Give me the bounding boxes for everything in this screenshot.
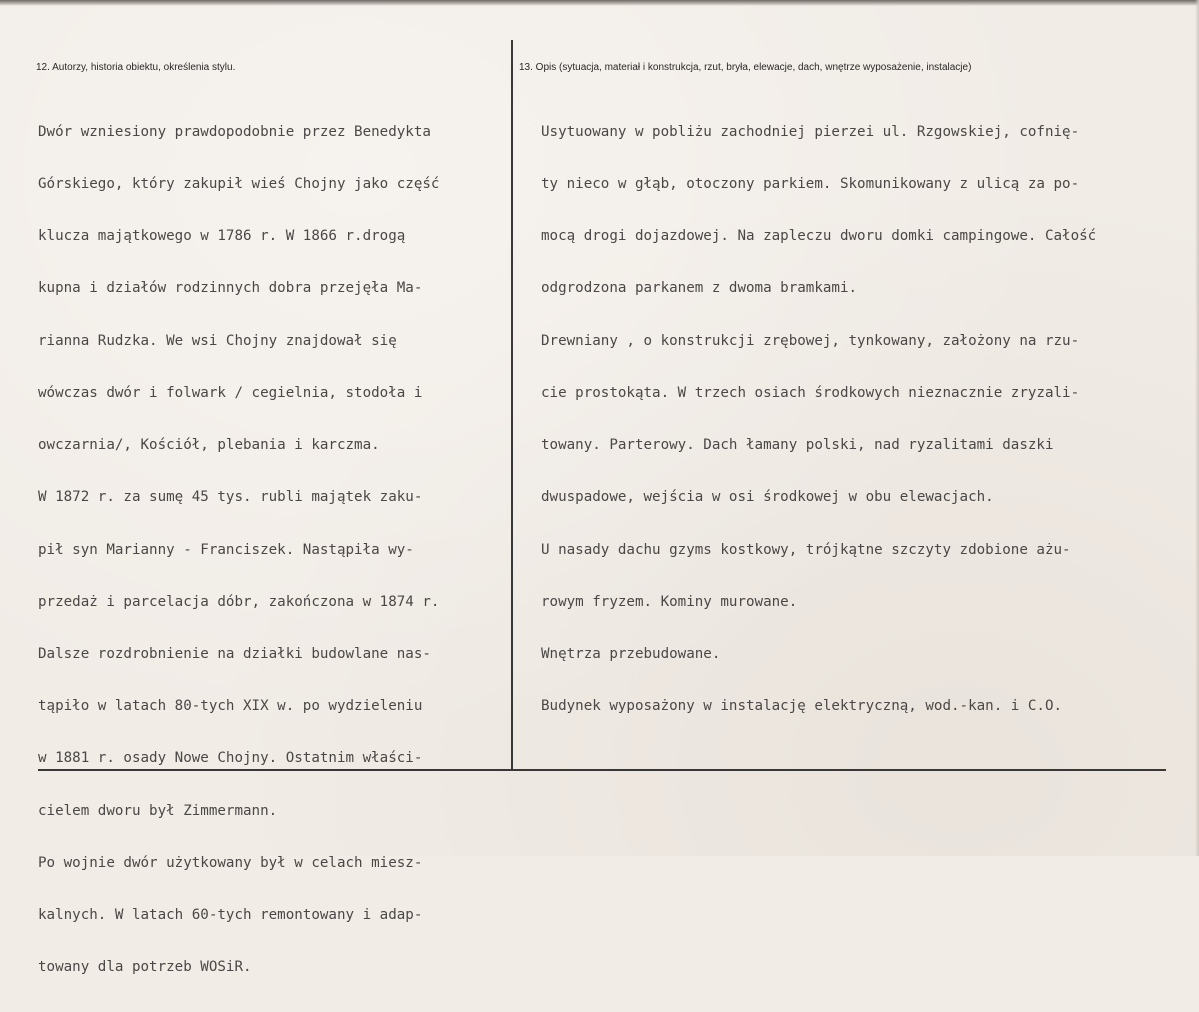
- text-line: cielem dworu był Zimmermann.: [38, 802, 278, 819]
- text-line: Usytuowany w pobliżu zachodniej pierzei ul. Rzgowskiej, cofnię-: [541, 123, 1080, 140]
- page-right-edge: [1195, 0, 1199, 856]
- text-line: towany dla potrzeb WOSiR.: [38, 959, 252, 976]
- text-line: kupna i działów rodzinnych dobra przejęła Ma-: [38, 280, 423, 297]
- text-line: wówczas dwór i folwark / cegielnia, stodoła i: [38, 384, 423, 401]
- text-line: owczarnia/, Kościół, plebania i karczma.: [38, 437, 380, 454]
- text-line: rowym fryzem. Kominy murowane.: [541, 593, 798, 610]
- text-line: Dalsze rozdrobnienie na działki budowlane nas-: [38, 646, 431, 662]
- section-13-body: [541, 89, 1096, 750]
- column-divider: [511, 40, 513, 770]
- text-line: rianna Rudzka. We wsi Chojny znajdował się: [38, 332, 397, 349]
- text-line: w 1881 r. osady Nowe Chojny. Ostatnim właści-: [38, 750, 423, 767]
- text-line: Wnętrza przebudowane.: [541, 646, 721, 662]
- text-line: odgrodzona parkanem z dwoma bramkami.: [541, 280, 858, 297]
- text-line: Dwór wzniesiony prawdopodobnie przez Benedykta: [38, 123, 431, 140]
- section-12-header: 12. Autorzy, historia obiektu, określenia stylu.: [36, 62, 236, 73]
- text-line: U nasady dachu gzyms kostkowy, trójkątne szczyty zdobione ażu-: [541, 541, 1071, 558]
- text-line: Drewniany , o konstrukcji zrębowej, tynkowany, założony na rzu-: [541, 332, 1080, 349]
- text-line: klucza majątkowego w 1786 r. W 1866 r.drogą: [38, 228, 406, 245]
- text-line: pił syn Marianny - Franciszek. Nastąpiła wy-: [38, 541, 414, 558]
- text-line: W 1872 r. za sumę 45 tys. rubli majątek zaku-: [38, 489, 423, 506]
- text-line: mocą drogi dojazdowej. Na zapleczu dworu domki campingowe. Całość: [541, 228, 1097, 245]
- text-line: dwuspadowe, wejścia w osi środkowej w obu elewacjach.: [541, 489, 994, 506]
- text-line: Po wojnie dwór użytkowany był w celach miesz-: [38, 854, 423, 871]
- text-line: tąpiło w latach 80-tych XIX w. po wydzieleniu: [38, 698, 423, 715]
- text-line: ty nieco w głąb, otoczony parkiem. Skomunikowany z ulicą za po-: [541, 176, 1080, 193]
- section-12-body: [38, 89, 439, 1012]
- text-line: cie prostokąta. W trzech osiach środkowych nieznacznie zryzali-: [541, 384, 1080, 401]
- text-line: przedaż i parcelacja dóbr, zakończona w 1874 r.: [38, 593, 440, 610]
- text-line: Górskiego, który zakupił wieś Chojny jako część: [38, 176, 440, 193]
- text-line: Budynek wyposażony w instalację elektryczną, wod.-kan. i C.O.: [541, 698, 1063, 715]
- text-line: towany. Parterowy. Dach łamany polski, nad ryzalitami daszki: [541, 437, 1054, 454]
- page-top-edge: [0, 0, 1199, 6]
- text-line: kalnych. W latach 60-tych remontowany i adap-: [38, 907, 423, 924]
- section-13-header: 13. Opis (sytuacja, materiał i konstrukcja, rzut, bryła, elewacje, dach, wnętrze wyposażenie, instalacje): [519, 62, 972, 73]
